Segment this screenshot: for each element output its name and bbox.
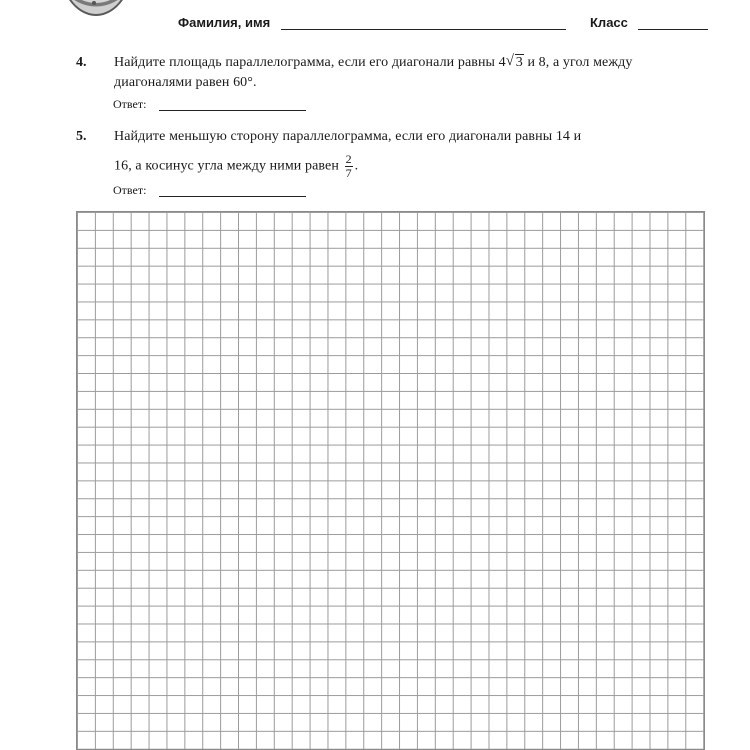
square-root: √ 3 (505, 53, 523, 70)
fraction-denominator: 7 (345, 166, 352, 180)
answer-input-line[interactable] (159, 110, 306, 111)
name-input-line[interactable] (281, 29, 566, 30)
task-text (114, 53, 709, 93)
publisher-logo (58, 0, 134, 16)
task-text (114, 127, 709, 180)
answer-label: Ответ: (113, 97, 147, 111)
class-label: Класс (590, 15, 628, 30)
logo-mark (92, 1, 96, 5)
answer-input-line[interactable] (159, 196, 306, 197)
task-text-part: . (354, 158, 359, 174)
task-text-part: 16, а косинус угла между ними равен (114, 158, 339, 174)
task-number: 4. (76, 55, 87, 70)
student-header (178, 14, 708, 34)
task-text-line: Найдите меньшую сторону параллелограмма, если его диагонали равны 14 и (114, 129, 582, 144)
task-text-part: и 8, а угол между диагоналями равен 60°. (114, 55, 633, 90)
answer-label: Ответ: (113, 183, 147, 197)
fraction (345, 153, 353, 180)
class-input-line[interactable] (638, 29, 708, 30)
answer-4 (113, 97, 146, 112)
name-label: Фамилия, имя (178, 15, 271, 30)
task-number: 5. (76, 129, 87, 144)
fraction-numerator: 2 (345, 152, 352, 166)
task-text-part: Найдите площадь параллелограмма, если его диагонали равны 4 (114, 55, 506, 70)
squared-work-area[interactable] (76, 211, 705, 750)
radicand: 3 (515, 55, 523, 70)
answer-5 (113, 183, 146, 198)
task-text-line (114, 153, 709, 180)
